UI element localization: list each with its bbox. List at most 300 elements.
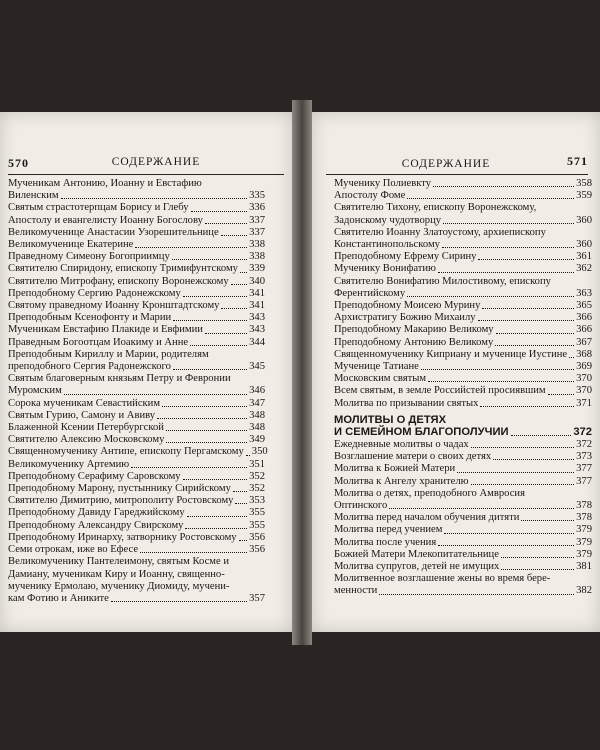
toc-entry-row [8, 385, 265, 397]
toc-entry-page: 361 [576, 251, 592, 263]
toc-entry-title: Преподобному Иринарху, затворнику Ростовскому [8, 531, 237, 543]
toc-leader-dots [221, 308, 247, 309]
toc-entry [334, 227, 592, 251]
toc-entry-row [8, 398, 265, 410]
toc-entry-page: 377 [576, 463, 592, 475]
toc-entry-title: кам Фотию и Аниките [8, 592, 109, 604]
toc-leader-dots [191, 211, 248, 212]
toc-entry-page: 370 [576, 385, 592, 397]
toc-leader-dots [173, 320, 247, 321]
toc-entry-line: Молитва о детях, преподобного Амвросия [334, 487, 525, 499]
toc-entry-page: 381 [576, 561, 592, 573]
toc-entry-row [8, 239, 265, 251]
right-page [312, 112, 600, 632]
toc-entry-title: Семи отрокам, иже во Ефесе [8, 544, 139, 556]
toc-entry-row [334, 361, 592, 373]
toc-entry [8, 178, 265, 202]
right-running-title: СОДЕРЖАНИЕ [401, 158, 491, 170]
toc-entry-page: 363 [576, 287, 592, 299]
toc-entry [8, 495, 265, 507]
toc-entry [8, 434, 265, 446]
toc-entry-row [8, 276, 265, 288]
left-header-rule [8, 174, 284, 175]
toc-entry-page: 343 [249, 312, 265, 324]
toc-entry-page: 358 [576, 178, 592, 189]
toc-entry-row [8, 544, 265, 556]
toc-leader-dots [478, 320, 575, 321]
toc-entry-row [8, 263, 265, 275]
toc-entry-page: 382 [576, 585, 592, 597]
toc-entry [334, 312, 592, 324]
toc-entry [8, 312, 265, 324]
toc-leader-dots [428, 381, 574, 382]
toc-entry-row [8, 434, 265, 446]
toc-entry-title: Молитва перед началом обучения дитяти [334, 512, 520, 524]
toc-section-heading [334, 414, 592, 439]
toc-entry-row [334, 239, 592, 251]
toc-entry-title: Блаженной Ксении Петербургской [8, 422, 164, 434]
toc-entry [8, 446, 268, 458]
left-page [0, 112, 292, 632]
toc-entry-row [334, 426, 592, 439]
toc-leader-dots [457, 472, 574, 473]
toc-entry-title: Виленским [8, 190, 59, 202]
toc-leader-dots [183, 296, 247, 297]
left-page-header [0, 156, 292, 172]
toc-entry-page: 359 [576, 190, 592, 202]
toc-entry-title: Апостолу Фоме [334, 190, 406, 202]
toc-entry-row [334, 263, 592, 275]
toc-entry-title: Праведным Богоотцам Иоакиму и Анне [8, 336, 189, 348]
toc-entry-page: 355 [249, 507, 265, 519]
toc-entry-row [334, 300, 592, 312]
toc-entry-page: 370 [576, 373, 592, 385]
toc-leader-dots [407, 198, 574, 199]
toc-entry [334, 178, 592, 190]
toc-entry-title: Молитва супругов, детей не имущих [334, 561, 500, 573]
toc-entry [334, 349, 592, 361]
toc-entry-page: 338 [249, 251, 265, 263]
toc-entry-title: Возглашение матери о своих детях [334, 451, 492, 463]
toc-leader-dots [135, 247, 247, 248]
toc-entry [334, 276, 592, 300]
toc-entry-row [334, 288, 592, 300]
toc-entry [8, 471, 265, 483]
toc-entry [8, 483, 265, 495]
toc-entry-page: 348 [249, 409, 265, 421]
toc-entry-row [334, 451, 592, 463]
toc-leader-dots [131, 467, 247, 468]
toc-entry [334, 463, 592, 475]
toc-entry-title: И СЕМЕЙНОМ БЛАГОПОЛУЧИИ [334, 426, 509, 439]
toc-entry-title: Великомученице Анастасии Узорешительнице [8, 226, 219, 238]
toc-entry-title: Мученику Вонифатию [334, 263, 436, 275]
toc-entry [334, 361, 592, 373]
toc-entry-row [334, 190, 592, 202]
toc-entry-row [8, 422, 265, 434]
toc-entry-page: 337 [249, 226, 265, 238]
toc-entry-page: 347 [249, 397, 265, 409]
toc-leader-dots [157, 418, 247, 419]
toc-entry [334, 202, 592, 226]
toc-entry-title: Великомученику Артемию [8, 458, 130, 470]
toc-entry-page: 377 [576, 475, 592, 487]
toc-entry-row [8, 215, 265, 227]
toc-entry-row [8, 288, 265, 300]
toc-entry-row [334, 349, 592, 361]
toc-leader-dots [482, 308, 574, 309]
toc-entry-title: Преподобному Антонию Великому [334, 336, 494, 348]
toc-leader-dots [235, 503, 247, 504]
toc-entry-page: 338 [249, 239, 265, 251]
toc-entry-line: Святителю Вонифатию Милостивому, епископу [334, 275, 551, 287]
toc-entry [8, 532, 265, 544]
toc-entry-row [334, 312, 592, 324]
toc-entry-row [8, 324, 265, 336]
toc-leader-dots [438, 545, 574, 546]
toc-entry-page: 356 [249, 544, 265, 556]
toc-leader-dots [140, 552, 247, 553]
toc-entry-page: 367 [576, 336, 592, 348]
toc-entry [334, 476, 592, 488]
toc-entry-page: 341 [249, 300, 265, 312]
toc-entry-row [334, 585, 592, 597]
toc-leader-dots [521, 520, 574, 521]
toc-leader-dots [185, 528, 247, 529]
toc-entry-page: 365 [576, 300, 592, 312]
toc-leader-dots [433, 186, 574, 187]
toc-entry-page: 343 [249, 324, 265, 336]
toc-leader-dots [496, 333, 575, 334]
toc-entry [334, 537, 592, 549]
toc-entry-row [334, 178, 592, 190]
toc-entry [8, 459, 265, 471]
toc-entry-line: Святителю Иоанну Златоустому, архиепископу [334, 226, 546, 238]
toc-entry [8, 251, 265, 263]
toc-entry-title: Молитва к Ангелу хранителю [334, 475, 469, 487]
toc-entry-row [334, 512, 592, 524]
toc-entry-page: 379 [576, 548, 592, 560]
toc-entry-title: Преподобному Ефрему Сирину [334, 251, 477, 263]
toc-entry-page: 378 [576, 512, 592, 524]
toc-entry [8, 398, 265, 410]
toc-entry-page: 366 [576, 312, 592, 324]
toc-entry-title: Муромским [8, 385, 62, 397]
toc-entry-row [334, 561, 592, 573]
toc-leader-dots [190, 345, 247, 346]
toc-entry-title: Мученику Полиевкту [334, 178, 432, 189]
toc-entry-line: мученику Ермолаю, мученику Диомиду, мучени- [8, 580, 230, 592]
right-page-number: 571 [567, 154, 588, 168]
toc-entry-row [8, 593, 265, 605]
toc-entry-row [334, 373, 592, 385]
toc-entry-page: 378 [576, 500, 592, 512]
toc-leader-dots [231, 284, 247, 285]
toc-entry [8, 520, 265, 532]
toc-entry-page: 350 [251, 446, 268, 458]
toc-entry-title: Архистратигу Божию Михаилу [334, 312, 476, 324]
toc-entry-title: Апостолу и евангелисту Иоанну Богослову [8, 214, 203, 226]
toc-entry-title: Молитва по призывании святых [334, 397, 479, 409]
right-header-rule [326, 174, 588, 175]
toc-leader-dots [480, 406, 574, 407]
toc-entry-row [8, 251, 265, 263]
toc-entry-row [334, 549, 592, 561]
toc-leader-dots [501, 569, 574, 570]
toc-entry-title: Священномученику Киприану и мученице Иустине [334, 348, 568, 360]
toc-entry-page: 379 [576, 524, 592, 536]
toc-leader-dots [183, 479, 248, 480]
toc-entry-title: Святителю Алексию Московскому [8, 434, 165, 446]
toc-entry [334, 439, 592, 451]
toc-entry [8, 410, 265, 422]
toc-entry-title: преподобного Сергия Радонежского [8, 361, 171, 373]
toc-leader-dots [501, 557, 574, 558]
left-toc-list [8, 178, 268, 605]
toc-entry-title: Сорока мученикам Севастийским [8, 397, 161, 409]
toc-entry-row [334, 537, 592, 549]
toc-entry-row [334, 476, 592, 488]
toc-entry [8, 507, 265, 519]
book-gutter [292, 100, 312, 645]
toc-entry [334, 324, 592, 336]
toc-entry [8, 276, 265, 288]
toc-entry-title: Константинопольскому [334, 239, 440, 251]
toc-entry [334, 488, 592, 512]
toc-entry-row [8, 495, 265, 507]
toc-entry [8, 337, 265, 349]
toc-entry [334, 398, 592, 410]
toc-leader-dots [111, 601, 247, 602]
toc-entry-row [8, 227, 265, 239]
toc-entry [334, 190, 592, 202]
toc-entry-title: Мученикам Евстафию Плакиде и Евфимии [8, 324, 203, 336]
toc-entry [8, 544, 265, 556]
toc-entry-row [334, 324, 592, 336]
toc-entry [8, 422, 265, 434]
toc-leader-dots [233, 491, 247, 492]
left-page-number: 570 [8, 156, 29, 170]
toc-entry [8, 373, 265, 397]
toc-leader-dots [444, 533, 574, 534]
toc-entry [8, 556, 265, 605]
toc-entry-title: Преподобному Серафиму Саровскому [8, 470, 181, 482]
toc-entry-row [334, 524, 592, 536]
toc-entry-row [8, 190, 265, 202]
toc-entry [8, 263, 265, 275]
toc-entry-line: Дамиану, мученикам Киру и Иоанну, священно- [8, 568, 225, 580]
toc-leader-dots [205, 333, 247, 334]
toc-entry-page: 379 [576, 536, 592, 548]
toc-entry [334, 451, 592, 463]
toc-entry-title: Преподобным Ксенофонту и Марии [8, 312, 172, 324]
toc-leader-dots [166, 430, 247, 431]
toc-entry [334, 512, 592, 524]
toc-entry [8, 300, 265, 312]
toc-entry-row [8, 410, 265, 422]
toc-entry-row [8, 520, 265, 532]
toc-leader-dots [205, 223, 247, 224]
toc-entry-row [8, 446, 268, 458]
toc-entry-title: Молитва после учения [334, 536, 437, 548]
toc-entry-title: Ежедневные молитвы о чадах [334, 439, 469, 451]
toc-leader-dots [407, 296, 574, 297]
toc-entry-page: 366 [576, 324, 592, 336]
toc-entry [8, 239, 265, 251]
toc-leader-dots [421, 369, 574, 370]
toc-entry-title: Святым Гурию, Самону и Авиву [8, 409, 156, 421]
toc-entry-title: Преподобному Макарию Великому [334, 324, 494, 336]
toc-entry-row [8, 471, 265, 483]
toc-leader-dots [246, 455, 250, 456]
toc-entry-title: Преподобному Марону, пустыннику Сирийскому [8, 483, 231, 495]
toc-leader-dots [162, 406, 247, 407]
toc-entry [334, 337, 592, 349]
toc-entry-page: 352 [249, 470, 265, 482]
toc-entry-page: 351 [249, 458, 265, 470]
left-running-title: СОДЕРЖАНИЕ [111, 156, 201, 168]
toc-leader-dots [173, 369, 247, 370]
toc-entry-page: 369 [576, 361, 592, 373]
toc-leader-dots [443, 223, 574, 224]
toc-entry-title: Молитва к Божией Матери [334, 463, 456, 475]
right-page-header [312, 156, 600, 172]
toc-entry-row [8, 337, 265, 349]
toc-entry-row [8, 361, 265, 373]
toc-leader-dots [187, 516, 247, 517]
toc-entry-page: 341 [249, 287, 265, 299]
toc-leader-dots [471, 447, 574, 448]
toc-entry-page: 355 [249, 519, 265, 531]
right-toc-list [334, 178, 592, 598]
toc-entry [334, 524, 592, 536]
toc-entry-row [8, 459, 265, 471]
toc-entry-row [334, 251, 592, 263]
toc-leader-dots [495, 345, 574, 346]
toc-entry-title: Преподобному Александру Свирскому [8, 519, 184, 531]
toc-entry-page: 348 [249, 422, 265, 434]
toc-entry-page: 368 [576, 348, 592, 360]
toc-leader-dots [172, 259, 247, 260]
toc-entry [334, 549, 592, 561]
toc-entry [334, 573, 592, 597]
toc-entry-page: 352 [249, 483, 265, 495]
toc-leader-dots [471, 484, 575, 485]
toc-entry-title: Московским святым [334, 373, 427, 385]
toc-entry [8, 227, 265, 239]
toc-entry [334, 263, 592, 275]
toc-leader-dots [548, 394, 575, 395]
toc-entry-row [334, 337, 592, 349]
toc-entry-page: 336 [249, 202, 265, 214]
toc-entry [334, 373, 592, 385]
toc-entry-line: Святым благоверным князьям Петру и Февронии [8, 373, 231, 385]
toc-entry [8, 215, 265, 227]
toc-entry-title: Молитва перед учением [334, 524, 443, 536]
toc-entry-title: Всем святым, в земле Российстей просиявшим [334, 385, 546, 397]
toc-leader-dots [442, 247, 574, 248]
toc-entry [334, 561, 592, 573]
toc-leader-dots [438, 272, 574, 273]
toc-entry-title: Оптинского [334, 500, 388, 512]
toc-entry-title: Мученице Татиане [334, 361, 419, 373]
toc-leader-dots [379, 594, 574, 595]
toc-entry-row [8, 532, 265, 544]
toc-entry-row [8, 483, 265, 495]
toc-leader-dots [389, 508, 574, 509]
toc-entry-line: Святителю Тихону, епископу Воронежскому, [334, 202, 537, 214]
toc-entry-row [8, 507, 265, 519]
toc-entry-row [334, 439, 592, 451]
toc-entry-title: Священномученику Антипе, епископу Пергамскому [8, 446, 244, 458]
toc-entry-title: Божией Матери Млекопитательнице [334, 548, 499, 560]
toc-entry-title: Святителю Спиридону, епископу Тримифунтскому [8, 263, 238, 275]
toc-entry-title: менности [334, 585, 378, 597]
toc-entry-row [334, 463, 592, 475]
toc-entry-title: Праведному Симеону Богоприимцу [8, 251, 170, 263]
toc-entry [8, 349, 265, 373]
toc-entry-title: Преподобному Давиду Гареджийскому [8, 507, 185, 519]
toc-entry-page: 372 [576, 439, 592, 451]
toc-entry-page: 353 [249, 495, 265, 507]
toc-leader-dots [240, 272, 247, 273]
toc-entry-title: Святителю Димитрию, митрополиту Ростовскому [8, 495, 234, 507]
toc-entry-page: 337 [249, 214, 265, 226]
toc-leader-dots [478, 259, 574, 260]
toc-entry [8, 288, 265, 300]
toc-entry [8, 324, 265, 336]
toc-entry-line: МОЛИТВЫ О ДЕТЯХ [334, 413, 447, 426]
toc-entry-row [8, 312, 265, 324]
toc-entry-page: 339 [249, 263, 265, 275]
toc-entry-page: 357 [249, 592, 265, 604]
toc-entry-line: Преподобным Кириллу и Марии, родителям [8, 348, 209, 360]
toc-entry-page: 360 [576, 214, 592, 226]
toc-leader-dots [64, 394, 247, 395]
toc-entry [8, 202, 265, 214]
toc-entry-row [8, 202, 265, 214]
toc-entry-row [334, 500, 592, 512]
toc-entry-title: Святителю Митрофану, епископу Воронежскому [8, 275, 229, 287]
toc-entry-page: 344 [249, 336, 265, 348]
toc-entry-page: 360 [576, 239, 592, 251]
toc-leader-dots [569, 357, 574, 358]
toc-leader-dots [61, 198, 247, 199]
toc-entry-row [8, 300, 265, 312]
toc-entry-page: 373 [576, 451, 592, 463]
toc-entry-title: Преподобному Сергию Радонежскому [8, 287, 181, 299]
toc-entry-title: Ферентийскому [334, 287, 406, 299]
toc-entry-title: Святым страстотерпцам Борису и Глебу [8, 202, 189, 214]
toc-leader-dots [493, 459, 574, 460]
toc-entry-page: 356 [249, 531, 265, 543]
toc-entry-page: 349 [249, 434, 265, 446]
toc-entry-page: 335 [249, 190, 265, 202]
toc-entry-page: 372 [573, 426, 592, 439]
toc-entry-title: Задонскому чудотворцу [334, 214, 442, 226]
toc-leader-dots [166, 442, 247, 443]
toc-entry [334, 300, 592, 312]
toc-entry-line: Молитвенное возглашение жены во время бере- [334, 573, 551, 585]
toc-leader-dots [511, 435, 572, 436]
toc-entry-row [334, 215, 592, 227]
toc-entry-page: 340 [249, 275, 265, 287]
toc-entry-title: Великомученице Екатерине [8, 239, 134, 251]
toc-entry-row [334, 385, 592, 397]
toc-entry [334, 385, 592, 397]
toc-entry [334, 251, 592, 263]
toc-entry-row [334, 398, 592, 410]
